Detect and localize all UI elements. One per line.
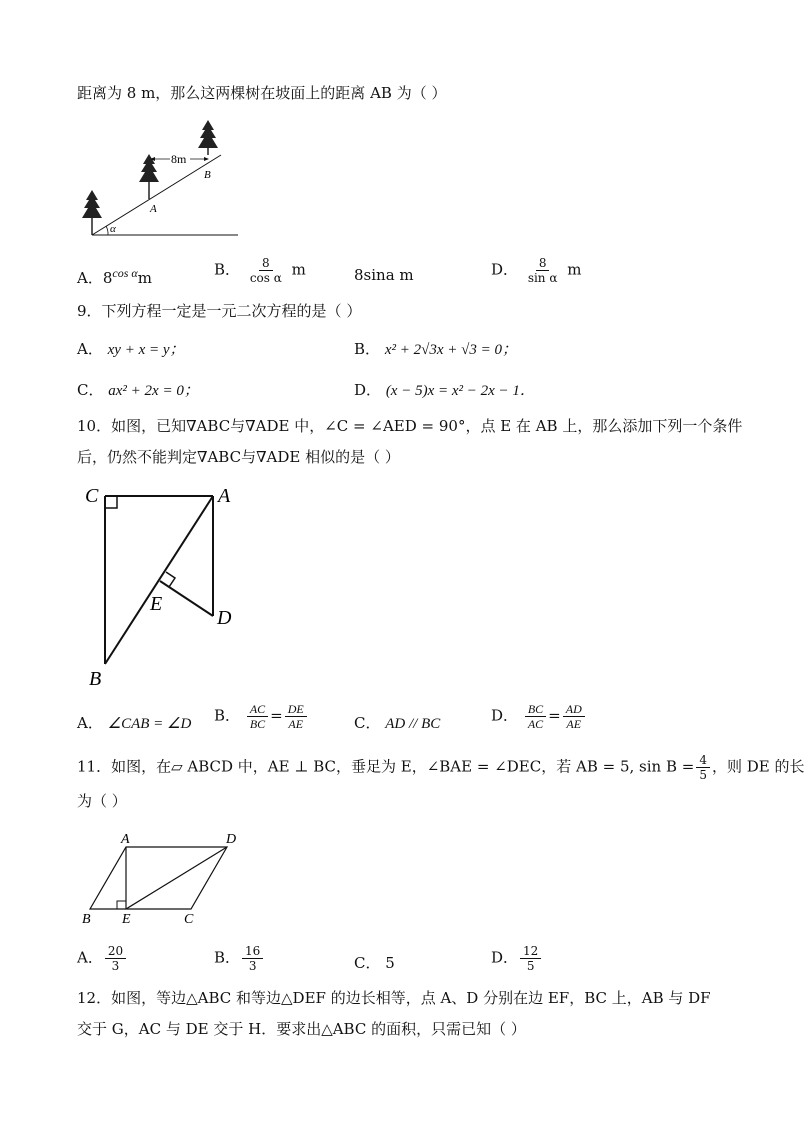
q10-label-A: A xyxy=(218,485,231,507)
q8-option-c: 8sina m xyxy=(354,266,414,284)
q8-label-alpha: α xyxy=(110,223,116,235)
q10-stem-line1: 10．如图，已知∇ABC与∇ADE 中，∠C = ∠AED = 90°，点 E 在 AB 上，那么添加下列一个条件 xyxy=(77,417,743,435)
q10-option-a: A． ∠CAB = ∠D xyxy=(77,714,192,732)
q9-stem: 9．下列方程一定是一元二次方程的是（ ） xyxy=(77,302,362,320)
q10-option-c: C． AD // BC xyxy=(354,714,441,732)
q8-label-A: A xyxy=(150,203,157,215)
q8-dist-label: 8m xyxy=(171,152,187,166)
q11-label-B: B xyxy=(82,912,91,927)
q9-option-d: D． (x − 5)x = x² − 2x − 1． xyxy=(354,381,535,399)
q11-label-A: A xyxy=(121,832,130,847)
q11-label-D: D xyxy=(226,832,237,847)
q11-label-C: C xyxy=(184,912,194,927)
q10-option-d: D． $\frac{BC}{AC}$ = $\frac{AD}{AE}$ xyxy=(491,702,587,731)
q10-label-D: D xyxy=(217,607,232,629)
q11-option-c: C． 5 xyxy=(354,954,395,972)
q12-stem-line2: 交于 G，AC 与 DE 交于 H．要求出△ABC 的面积，只需已知（ ） xyxy=(77,1020,526,1038)
q11-option-b: B． $\frac{16}{3}$ xyxy=(214,944,265,973)
q9-option-b: B． x² + 2√3x + √3 = 0； xyxy=(354,340,517,358)
q11-option-a: A． $\frac{20}{3}$ xyxy=(77,944,128,973)
q8-slope-figure xyxy=(78,118,248,243)
q8-label-B: B xyxy=(204,169,211,181)
q11-option-d: D． $\frac{12}{5}$ xyxy=(491,944,543,973)
q10-label-E: E xyxy=(150,593,163,615)
q8-option-a: A．$8^{cos \alpha}m$ xyxy=(77,266,152,287)
q10-option-b: B． $\frac{AC}{BC}$ = $\frac{DE}{AE}$ xyxy=(214,702,309,731)
q11-parallelogram-figure xyxy=(80,828,255,928)
q8-option-d: D． $\frac{8}{\text{sin α}}$ m xyxy=(491,256,582,285)
tree-icon xyxy=(198,120,218,155)
tree-icon xyxy=(82,190,102,235)
q11-label-E: E xyxy=(122,912,131,927)
tree-icon xyxy=(139,154,159,199)
q12-stem-line1: 12．如图，等边△ABC 和等边△DEF 的边长相等，点 A、D 分别在边 EF，BC 上，AB 与 DF xyxy=(77,989,711,1007)
q11-stem-line2: 为（ ） xyxy=(77,792,127,810)
q9-option-c: C． ax² + 2x = 0； xyxy=(77,381,199,399)
q8-stem: 距离为 8 m，那么这两棵树在坡面上的距离 AB 为（ ） xyxy=(77,84,447,102)
q8-option-b: B． $\frac{8}{\text{cos α}}$ m xyxy=(214,256,306,285)
q10-triangle-figure xyxy=(85,478,245,693)
q10-label-C: C xyxy=(85,485,99,507)
q9-option-a: A． xy + x = y； xyxy=(77,340,185,358)
q10-label-B: B xyxy=(89,668,102,690)
q10-stem-line2: 后，仍然不能判定∇ABC与∇ADE 相似的是（ ） xyxy=(77,448,400,466)
q11-stem-line1: 11．如图，在▱ ABCD 中，AE ⊥ BC，垂足为 E，∠BAE = ∠DEC，若 AB = 5, sin B = $\frac{4}{5}$ ，则 DE 的长 xyxy=(77,753,804,782)
